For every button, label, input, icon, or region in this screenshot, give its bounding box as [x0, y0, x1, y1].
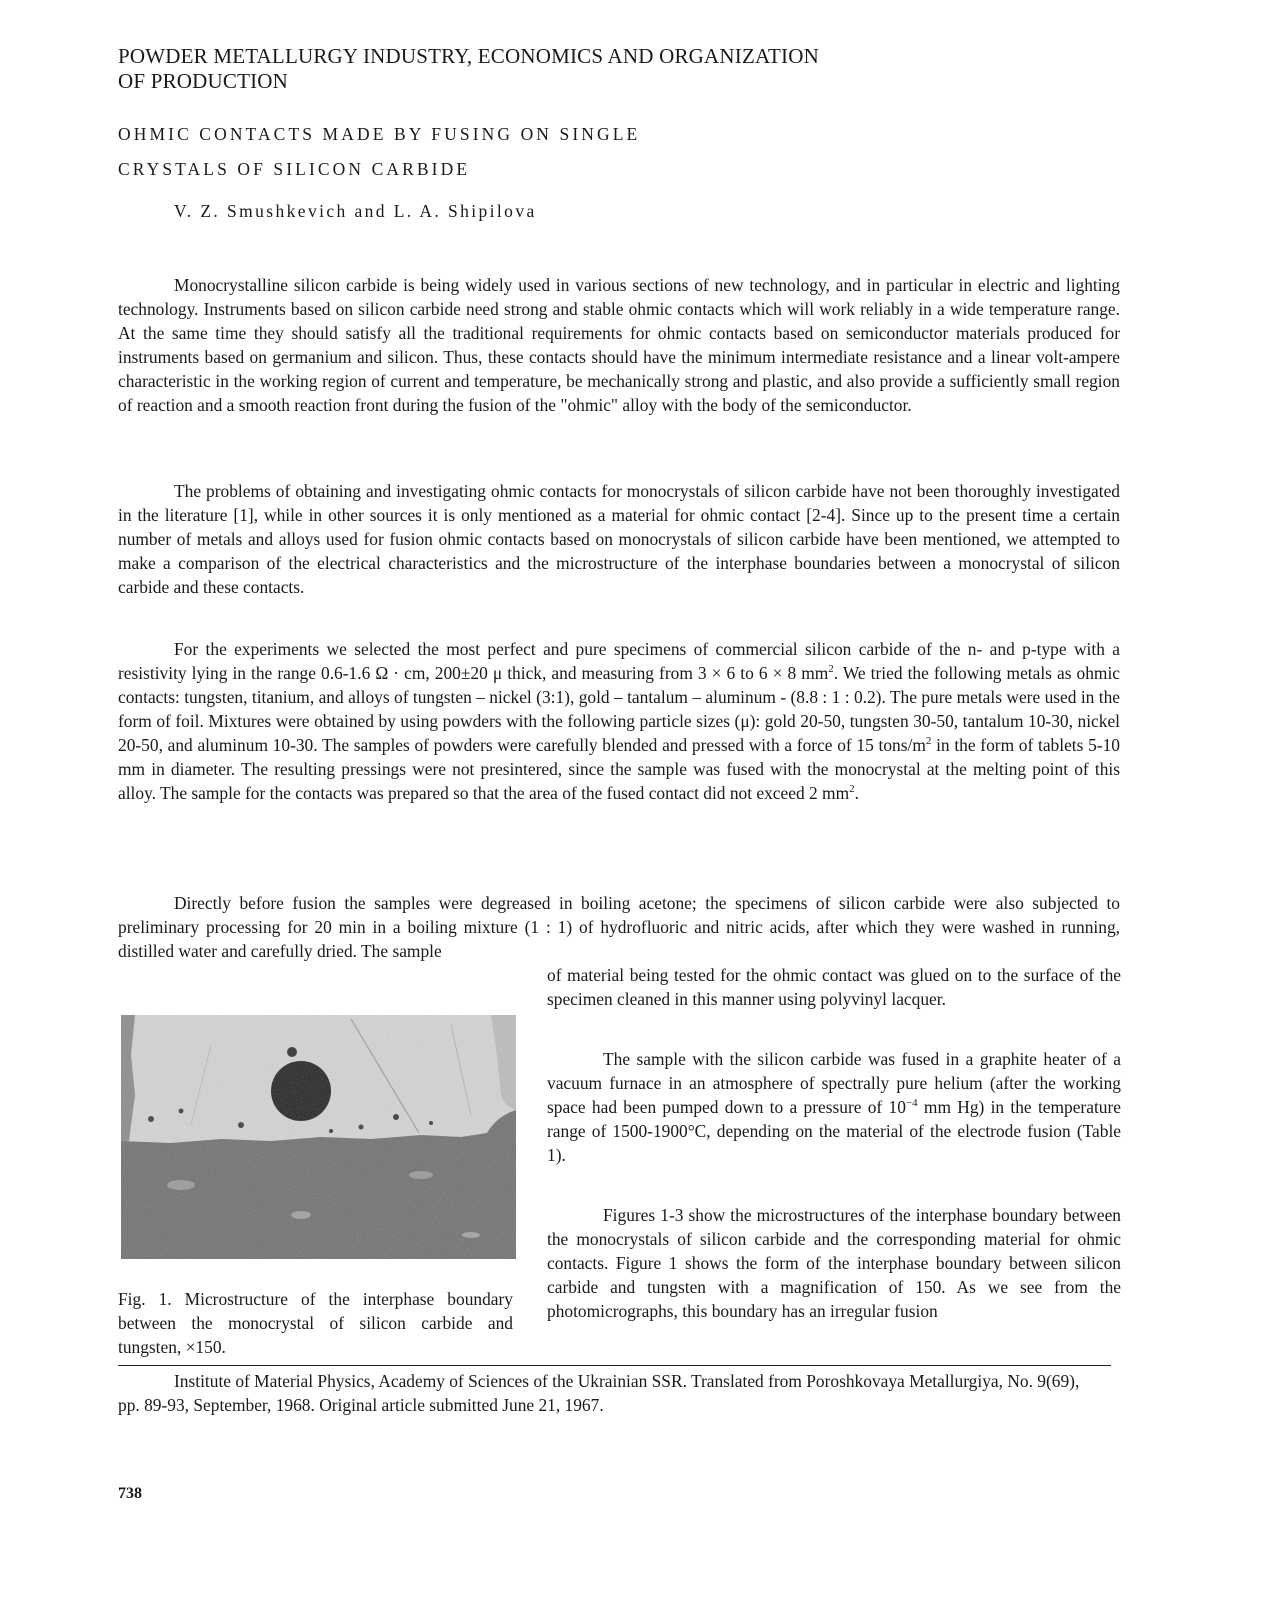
article-title-line1: OHMIC CONTACTS MADE BY FUSING ON SINGLE [118, 124, 641, 144]
paragraph-5 [547, 1047, 1121, 1167]
figure-1-caption: Fig. 1. Microstructure of the interphase boundary between the monocrystal of silicon carbide and tungsten, ×150. [118, 1289, 513, 1357]
paragraph-2: The problems of obtaining and investigating ohmic contacts for monocrystals of silicon carbide have not been thoroughly investigated in the literature [1], while in other sources it is only mentioned as a material for ohmic contact [2-4]. Since up to the present time a certain number of metals and alloys used for fusion ohmic contacts based on monocrystals of silicon carbide have been mentioned, we attempted to make a comparison of the electrical characteristics and the microstructure of the interphase boundaries between a monocrystal of silicon carbide and these contacts. [118, 481, 1120, 597]
article-title [118, 117, 1018, 187]
figure-1-micrograph [121, 1015, 516, 1259]
paragraph-5-part-a: The sample with the silicon carbide was fused in a graphite heater of a vacuum furnace in an atmosphere of spectrally pure helium (after the working space had been pumped down to a pressure of 10 [547, 1049, 1121, 1117]
paragraph-4: Directly before fusion the samples were degreased in boiling acetone; the specimens of silicon carbide were also subjected to preliminary processing for 20 min in a boiling mixture (1 : 1) of hydrofluoric and nitric acids, after which they were washed in running, distilled water and carefully dried. The sample [118, 893, 1120, 961]
superscript: 2 [925, 735, 932, 748]
paragraph-3-part-c: in the form of tablets 5-10 mm in diameter. The resulting pressings were not presintered, since the sample was fused with the monocrystal at the melting point of this alloy. The sample for the contacts was prepared so that the area of the fused contact did not exceed 2 mm [118, 735, 1120, 803]
article-title-line2: CRYSTALS OF SILICON CARBIDE [118, 159, 471, 179]
page-number: 738 [118, 1485, 142, 1502]
footnote-divider [118, 1365, 1111, 1366]
paragraph-3-part-b: . We tried the following metals as ohmic contacts: tungsten, titanium, and alloys of tungsten – nickel (3:1), gold – tantalum – aluminum - (8.8 : 1 : 0.2). The pure metals were used in the form of foil. Mixtures were obtained by using powders with the following particle sizes (μ): gold 20-50, tungsten 30-50, tantalum 10-30, nickel 20-50, and aluminum 10-30. The samples of powders were carefully blended and pressed with a force of 15 tons/m [118, 663, 1120, 755]
section-heading [118, 44, 1018, 94]
superscript: 2 [828, 663, 834, 676]
paragraph-3 [118, 637, 1120, 805]
footnote: Institute of Material Physics, Academy of Sciences of the Ukrainian SSR. Translated from Poroshkovaya Metallurgiya, No. 9(69), pp. 89-93, September, 1968. Original article submitted June 21, 1967. [118, 1371, 1080, 1415]
section-heading-line1: POWDER METALLURGY INDUSTRY, ECONOMICS AND ORGANIZATION [118, 44, 819, 68]
paragraph-6: Figures 1-3 show the microstructures of the interphase boundary between the monocrystals of silicon carbide and the corresponding material for ohmic contacts. Figure 1 shows the form of the interphase boundary between silicon carbide and tungsten with a magnification of 150. As we see from the photomicrographs, this boundary has an irregular fusion [547, 1205, 1121, 1321]
paragraph-5-part-b: mm Hg) in the temperature range of 1500-1900°C, depending on the material of the electrode fusion (Table 1). [547, 1097, 1121, 1165]
paragraph-3-part-a: For the experiments we selected the most perfect and pure specimens of commercial silicon carbide of the n- and p-type with a resistivity lying in the range 0.6-1.6 Ω · cm, 200±20 μ thick, and measuring from 3 × 6 to 6 × 8 mm [118, 639, 1120, 683]
superscript: −4 [905, 1097, 918, 1110]
paragraph-3-part-d: . [854, 783, 859, 803]
section-heading-line2: OF PRODUCTION [118, 69, 289, 93]
superscript: 2 [849, 783, 855, 796]
micrograph-image [121, 1015, 516, 1259]
paragraph-4-continued: of material being tested for the ohmic contact was glued on to the surface of the specimen cleaned in this manner using polyvinyl lacquer. [547, 965, 1121, 1009]
authors: V. Z. Smushkevich and L. A. Shipilova [174, 201, 537, 221]
paragraph-1: Monocrystalline silicon carbide is being widely used in various sections of new technology, and in particular in electric and lighting technology. Instruments based on silicon carbide need strong and stable ohmic contacts which will work reliably in a wide temperature range. At the same time they should satisfy all the traditional requirements for ohmic contacts based on semiconductor materials produced for instruments based on germanium and silicon. Thus, these contacts should have the minimum intermediate resistance and a linear volt-ampere characteristic in the working region of current and temperature, be mechanically strong and plastic, and also provide a sufficiently small region of reaction and a smooth reaction front during the fusion of the "ohmic" alloy with the body of the semiconductor. [118, 275, 1120, 415]
